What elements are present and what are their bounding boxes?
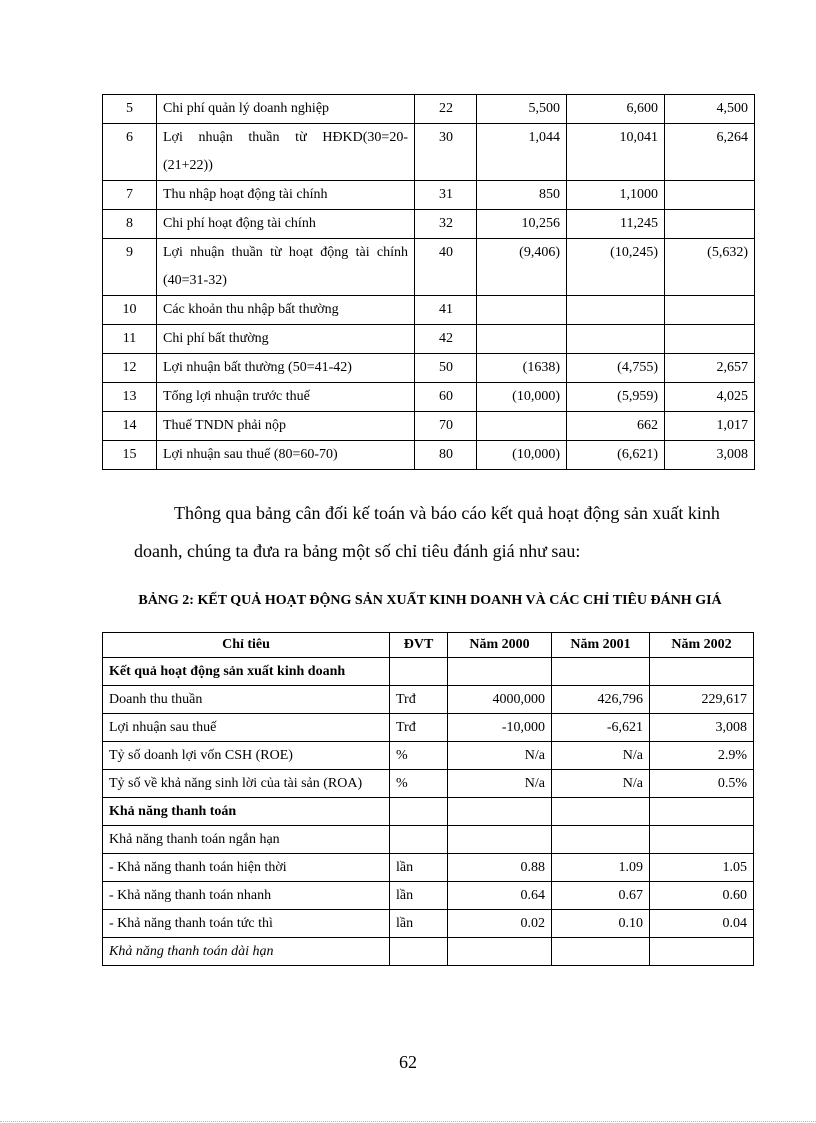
- table2-header-row: [103, 633, 754, 658]
- row-number-cell: 13: [103, 383, 157, 412]
- row-number-cell: 8: [103, 210, 157, 239]
- row-code-cell: 31: [415, 181, 477, 210]
- intro-paragraph: Thông qua bảng cân đối kế toán và báo cáo kết quả hoạt động sản xuất kinh doanh, chúng ta đưa ra bảng một số chỉ tiêu đánh giá như sau:: [134, 503, 720, 561]
- year-2002-cell: [650, 798, 754, 826]
- unit-cell: lần: [390, 910, 448, 938]
- value-cell-1: (1638): [477, 354, 567, 383]
- year-2002-cell: 0.04: [650, 910, 754, 938]
- table-row: [103, 826, 754, 854]
- table-row: [103, 383, 755, 412]
- year-2000-cell: 0.02: [448, 910, 552, 938]
- row-number-cell: 15: [103, 441, 157, 470]
- value-cell-1: [477, 296, 567, 325]
- value-cell-2: (4,755): [567, 354, 665, 383]
- header-year-2002: Năm 2002: [650, 633, 754, 658]
- year-2002-cell: [650, 826, 754, 854]
- unit-cell: %: [390, 770, 448, 798]
- year-2000-cell: [448, 938, 552, 966]
- row-code-cell: 41: [415, 296, 477, 325]
- row-number-cell: 6: [103, 124, 157, 181]
- row-number-cell: 5: [103, 95, 157, 124]
- row-number-cell: 9: [103, 239, 157, 296]
- unit-cell: [390, 658, 448, 686]
- year-2002-cell: 229,617: [650, 686, 754, 714]
- table-row: [103, 686, 754, 714]
- value-cell-2: (10,245): [567, 239, 665, 296]
- value-cell-2: (6,621): [567, 441, 665, 470]
- year-2000-cell: 4000,000: [448, 686, 552, 714]
- indicator-label-cell: - Khả năng thanh toán nhanh: [103, 882, 390, 910]
- table-row: [103, 325, 755, 354]
- year-2000-cell: N/a: [448, 742, 552, 770]
- value-cell-2: 6,600: [567, 95, 665, 124]
- row-number-cell: 14: [103, 412, 157, 441]
- unit-cell: lần: [390, 882, 448, 910]
- value-cell-1: [477, 412, 567, 441]
- table2-title: BẢNG 2: KẾT QUẢ HOẠT ĐỘNG SẢN XUẤT KINH DOANH VÀ CÁC CHỈ TIÊU ĐÁNH GIÁ: [138, 593, 722, 608]
- row-label-cell: Chi phí hoạt động tài chính: [157, 210, 415, 239]
- year-2000-cell: -10,000: [448, 714, 552, 742]
- year-2001-cell: 0.67: [552, 882, 650, 910]
- table-row: [103, 798, 754, 826]
- table-row: [103, 296, 755, 325]
- year-2000-cell: 0.88: [448, 854, 552, 882]
- value-cell-2: 10,041: [567, 124, 665, 181]
- value-cell-1: 10,256: [477, 210, 567, 239]
- unit-cell: lần: [390, 854, 448, 882]
- row-number-cell: 7: [103, 181, 157, 210]
- year-2000-cell: [448, 658, 552, 686]
- year-2001-cell: 0.10: [552, 910, 650, 938]
- page-bottom-divider: [0, 1121, 816, 1122]
- value-cell-2: [567, 325, 665, 354]
- value-cell-3: [665, 296, 755, 325]
- row-label-cell: Thuế TNDN phải nộp: [157, 412, 415, 441]
- year-2002-cell: [650, 938, 754, 966]
- header-unit: ĐVT: [390, 633, 448, 658]
- year-2000-cell: 0.64: [448, 882, 552, 910]
- header-indicator: Chỉ tiêu: [103, 633, 390, 658]
- table-row: [103, 658, 754, 686]
- row-number-cell: 10: [103, 296, 157, 325]
- indicator-label-cell: Khả năng thanh toán dài hạn: [103, 938, 390, 966]
- unit-cell: [390, 826, 448, 854]
- table-row: [103, 910, 754, 938]
- value-cell-2: (5,959): [567, 383, 665, 412]
- table-row: [103, 210, 755, 239]
- table-row: [103, 239, 755, 296]
- year-2001-cell: [552, 826, 650, 854]
- table-row: [103, 714, 754, 742]
- row-code-cell: 60: [415, 383, 477, 412]
- page-number: 62: [399, 1052, 417, 1072]
- indicator-label-cell: Khả năng thanh toán: [103, 798, 390, 826]
- row-label-cell: Chi phí quản lý doanh nghiệp: [157, 95, 415, 124]
- value-cell-1: (9,406): [477, 239, 567, 296]
- value-cell-1: 1,044: [477, 124, 567, 181]
- year-2002-cell: 1.05: [650, 854, 754, 882]
- year-2002-cell: 0.5%: [650, 770, 754, 798]
- year-2002-cell: [650, 658, 754, 686]
- year-2002-cell: 3,008: [650, 714, 754, 742]
- indicator-label-cell: Lợi nhuận sau thuế: [103, 714, 390, 742]
- row-label-cell: Thu nhập hoạt động tài chính: [157, 181, 415, 210]
- row-code-cell: 40: [415, 239, 477, 296]
- value-cell-3: 4,025: [665, 383, 755, 412]
- table-row: [103, 354, 755, 383]
- indicator-label-cell: Khả năng thanh toán ngắn hạn: [103, 826, 390, 854]
- indicators-table: [102, 632, 754, 966]
- year-2001-cell: [552, 658, 650, 686]
- indicator-label-cell: - Khả năng thanh toán tức thì: [103, 910, 390, 938]
- row-label-cell: Chi phí bất thường: [157, 325, 415, 354]
- value-cell-2: [567, 296, 665, 325]
- year-2001-cell: 426,796: [552, 686, 650, 714]
- table-row: [103, 412, 755, 441]
- table-row: [103, 441, 755, 470]
- table-row: [103, 770, 754, 798]
- year-2001-cell: N/a: [552, 742, 650, 770]
- value-cell-3: [665, 210, 755, 239]
- value-cell-1: [477, 325, 567, 354]
- row-code-cell: 32: [415, 210, 477, 239]
- year-2002-cell: 2.9%: [650, 742, 754, 770]
- row-code-cell: 70: [415, 412, 477, 441]
- table-row: [103, 95, 755, 124]
- value-cell-1: 5,500: [477, 95, 567, 124]
- row-code-cell: 80: [415, 441, 477, 470]
- unit-cell: %: [390, 742, 448, 770]
- table-row: [103, 882, 754, 910]
- table-row: [103, 181, 755, 210]
- row-code-cell: 22: [415, 95, 477, 124]
- value-cell-3: 3,008: [665, 441, 755, 470]
- indicator-label-cell: Tỷ số doanh lợi vốn CSH (ROE): [103, 742, 390, 770]
- indicator-label-cell: Doanh thu thuần: [103, 686, 390, 714]
- row-label-cell: Lợi nhuận thuần từ HĐKD(30=20-(21+22)): [157, 124, 415, 181]
- unit-cell: Trđ: [390, 714, 448, 742]
- value-cell-1: (10,000): [477, 441, 567, 470]
- value-cell-2: 662: [567, 412, 665, 441]
- row-number-cell: 11: [103, 325, 157, 354]
- indicator-label-cell: Kết quả hoạt động sản xuất kinh doanh: [103, 658, 390, 686]
- indicator-label-cell: Tỷ số về khả năng sinh lời của tài sản (ROA): [103, 770, 390, 798]
- unit-cell: [390, 798, 448, 826]
- value-cell-3: 1,017: [665, 412, 755, 441]
- row-label-cell: Tổng lợi nhuận trước thuế: [157, 383, 415, 412]
- year-2001-cell: [552, 798, 650, 826]
- value-cell-3: 2,657: [665, 354, 755, 383]
- year-2000-cell: [448, 798, 552, 826]
- value-cell-3: 4,500: [665, 95, 755, 124]
- row-label-cell: Lợi nhuận sau thuế (80=60-70): [157, 441, 415, 470]
- unit-cell: [390, 938, 448, 966]
- table-row: [103, 742, 754, 770]
- unit-cell: Trđ: [390, 686, 448, 714]
- value-cell-3: 6,264: [665, 124, 755, 181]
- value-cell-1: 850: [477, 181, 567, 210]
- income-statement-table: [102, 94, 755, 470]
- table-row: [103, 938, 754, 966]
- row-number-cell: 12: [103, 354, 157, 383]
- row-label-cell: Lợi nhuận thuần từ hoạt động tài chính (40=31-32): [157, 239, 415, 296]
- indicator-label-cell: - Khả năng thanh toán hiện thời: [103, 854, 390, 882]
- value-cell-3: (5,632): [665, 239, 755, 296]
- year-2002-cell: 0.60: [650, 882, 754, 910]
- table-row: [103, 124, 755, 181]
- year-2001-cell: N/a: [552, 770, 650, 798]
- row-code-cell: 50: [415, 354, 477, 383]
- row-label-cell: Các khoản thu nhập bất thường: [157, 296, 415, 325]
- value-cell-1: (10,000): [477, 383, 567, 412]
- year-2000-cell: N/a: [448, 770, 552, 798]
- row-label-cell: Lợi nhuận bất thường (50=41-42): [157, 354, 415, 383]
- header-year-2001: Năm 2001: [552, 633, 650, 658]
- row-code-cell: 42: [415, 325, 477, 354]
- year-2001-cell: [552, 938, 650, 966]
- year-2001-cell: 1.09: [552, 854, 650, 882]
- table-row: [103, 854, 754, 882]
- value-cell-2: 11,245: [567, 210, 665, 239]
- value-cell-3: [665, 181, 755, 210]
- value-cell-2: 1,1000: [567, 181, 665, 210]
- year-2000-cell: [448, 826, 552, 854]
- header-year-2000: Năm 2000: [448, 633, 552, 658]
- row-code-cell: 30: [415, 124, 477, 181]
- year-2001-cell: -6,621: [552, 714, 650, 742]
- value-cell-3: [665, 325, 755, 354]
